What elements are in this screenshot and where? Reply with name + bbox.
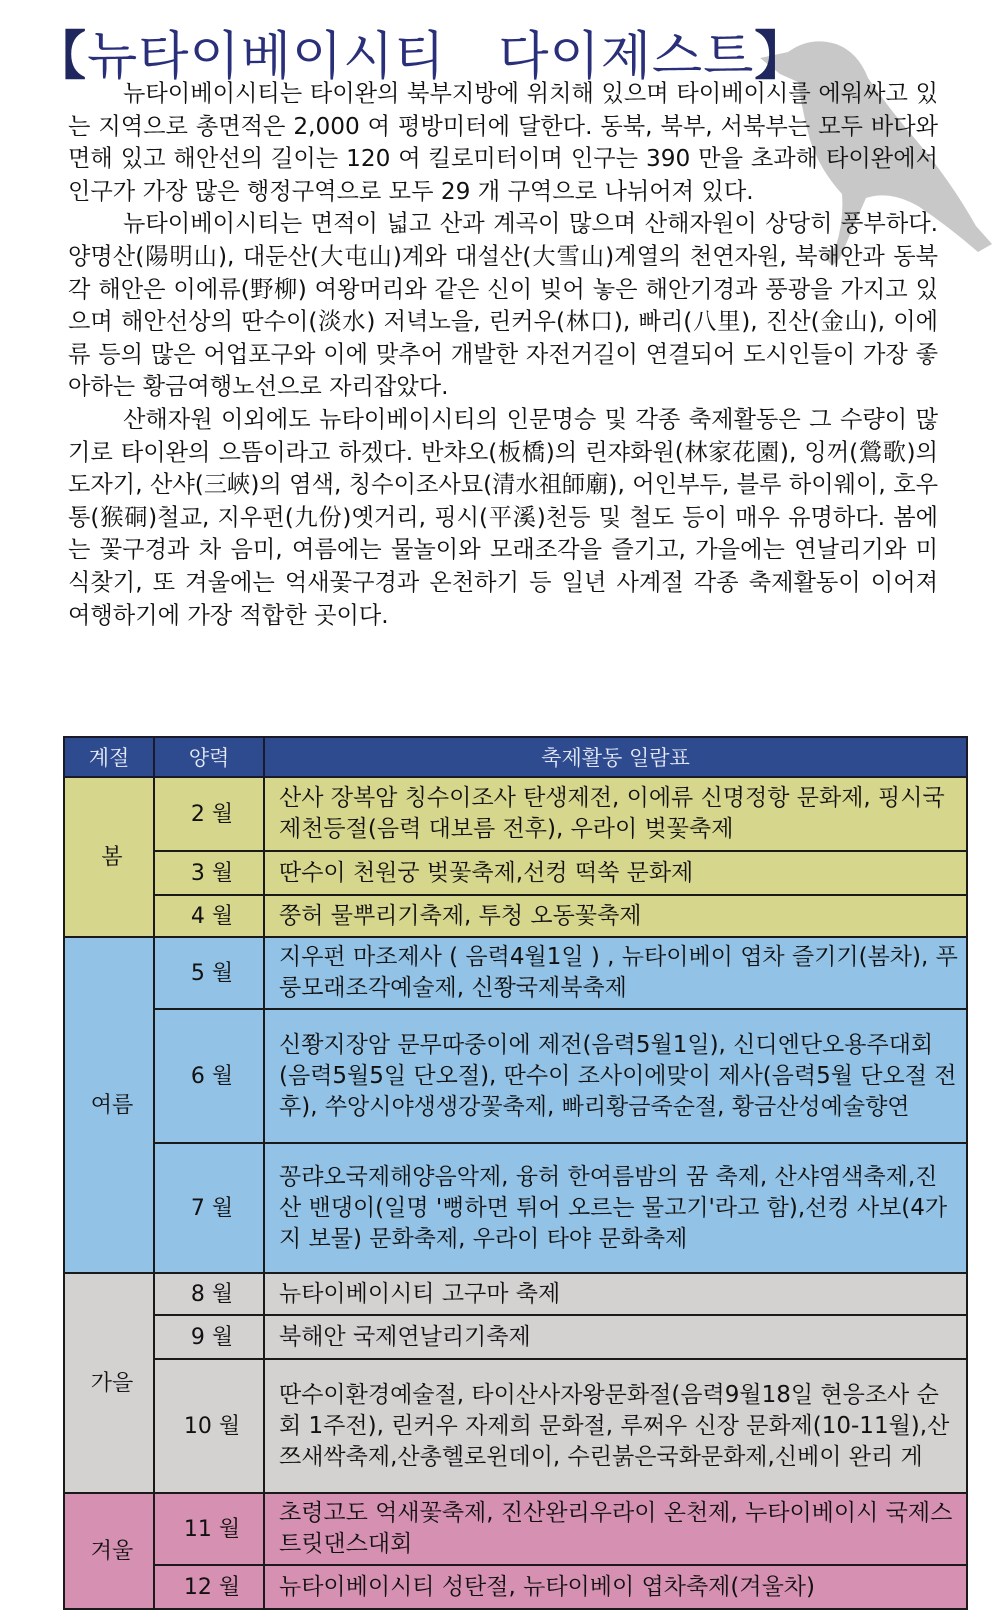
paragraph-culture: 산해자원 이외에도 뉴타이베이시티의 인문명승 및 각종 축제활동은 그 수량이 많기로 타이완의 으뜸이라고 하겠다. 반챠오(板橋)의 린쟈화원(林家花園), 잉꺼(鶯歌)의 도자기, 산샤(三峽)의 염색, 칭수이조사묘(清水祖師廟), 어인부두, 블루 하이웨이, 호우통(猴硐)철교, 지우펀(九份)옛거리, 핑시(平溪)천등 및 철도 등이 매우 유명하다. 봄에는 꽃구경과 차 음미, 여름에는 물놀이와 모래조각을 즐기고, 가을에는 연날리기와 미식찾기, 또 겨울에는 억새꽃구경과 온천하기 등 일년 사계절 각종 축제활동이 이어져 여행하기에 가장 적합한 곳이다. [68,405,938,629]
table-row [64,1143,967,1273]
month-cell: 12 월 [154,1565,264,1609]
events-cell: 초령고도 억새꽃축제, 진산완리우라이 온천제, 누타이베이시 국제스트릿댄스대회 [264,1493,967,1565]
title-close-bracket: 】 [754,27,808,87]
paragraph-nature: 뉴타이베이시티는 면적이 넓고 산과 계곡이 많으며 산해자원이 상당히 풍부하다. 양명산(陽明山), 대둔산(大屯山)계와 대설산(大雪山)계열의 천연자원, 북해안과 동북각 해안은 이에류(野柳) 여왕머리와 같은 신이 빚어 놓은 해안기경과 풍광을 가지고 있으며 해안선상의 딴수이(淡水) 저녁노을, 린커우(林口), 빠리(八里), 진산(金山), 이에류 등의 많은 어업포구와 이에 맞추어 개발한 자전거길이 연결되어 도시인들이 가장 좋아하는 황금여행노선으로 자리잡았다. [68,210,938,401]
table-row [64,895,967,937]
table-row [64,937,967,1009]
month-cell: 10 월 [154,1359,264,1493]
month-cell: 3 월 [154,851,264,895]
season-winter: 겨울 [64,1493,154,1609]
intro-text [68,78,938,632]
table-row [64,1359,967,1493]
festival-table [63,736,968,1610]
table-row [64,1493,967,1565]
season-autumn: 가을 [64,1273,154,1493]
header-season: 계절 [64,737,154,777]
events-cell: 신쫭지장암 문무따중이에 제전(음력5월1일), 신디엔단오용주대회(음력5월5일 단오절), 딴수이 조사이에맞이 제사(음력5월 단오절 전후), 쑤앙시야생생강꽃축제, 빠리황금죽순절, 황금산성예술향연 [264,1009,967,1143]
events-cell: 쭝허 물뿌리기축제, 투청 오동꽃축제 [264,895,967,937]
month-cell: 8 월 [154,1273,264,1315]
title-open-bracket: 【 [34,27,88,87]
paragraph-overview: 뉴타이베이시티는 타이완의 북부지방에 위치해 있으며 타이베이시를 에워싸고 있는 지역으로 총면적은 2,000 여 평방미터에 달한다. 동북, 북부, 서북부는 모두 바다와 면해 있고 해안선의 길이는 120 여 킬로미터이며 인구는 390 만을 초과해 타이완에서 인구가 가장 많은 행정구역으로 모두 29 개 구역으로 나뉘어져 있다. [68,80,938,205]
month-cell: 4 월 [154,895,264,937]
table-header-row [64,737,967,777]
table-row [64,777,967,851]
month-cell: 9 월 [154,1315,264,1359]
events-cell: 딴수이 천원궁 벚꽃축제,선컹 떡쑥 문화제 [264,851,967,895]
table-row [64,851,967,895]
events-cell: 지우펀 마조제사 ( 음력4월1일 ) , 뉴타이베이 엽차 즐기기(봄차), 푸룽모래조각예술제, 신쫭국제북축제 [264,937,967,1009]
month-cell: 6 월 [154,1009,264,1143]
header-month: 양력 [154,737,264,777]
events-cell: 뉴타이베이시티 고구마 축제 [264,1273,967,1315]
table-row [64,1273,967,1315]
events-cell: 딴수이환경예술절, 타이산사자왕문화절(음력9월18일 현응조사 순회 1주전), 린커우 자제희 문화절, 루쩌우 신장 문화제(10-11월),산쯔새싹축제,산총헬로윈데이, 수린붉은국화문화제,신베이 완리 게 [264,1359,967,1493]
events-cell: 북해안 국제연날리기축제 [264,1315,967,1359]
month-cell: 11 월 [154,1493,264,1565]
table-row [64,1565,967,1609]
events-cell: 산사 장복암 칭수이조사 탄생제전, 이에류 신명정항 문화제, 핑시국제천등절(음력 대보름 전후), 우라이 벚꽃축제 [264,777,967,851]
header-festivals: 축제활동 일람표 [264,737,967,777]
month-cell: 5 월 [154,937,264,1009]
season-summer: 여름 [64,937,154,1273]
events-cell: 뉴타이베이시티 성탄절, 뉴타이베이 엽차축제(겨울차) [264,1565,967,1609]
title-text: 뉴타이베이시티 다이제스트 [87,27,755,87]
month-cell: 2 월 [154,777,264,851]
month-cell: 7 월 [154,1143,264,1273]
table-row [64,1315,967,1359]
table-row [64,1009,967,1143]
events-cell: 꽁랴오국제해양음악제, 융허 한여름밤의 꿈 축제, 산샤염색축제,진산 밴댕이(일명 '뻥하면 튀어 오르는 물고기'라고 함),선컹 사보(4가지 보물) 문화축제, 우라이 타야 문화축제 [264,1143,967,1273]
season-spring: 봄 [64,777,154,937]
